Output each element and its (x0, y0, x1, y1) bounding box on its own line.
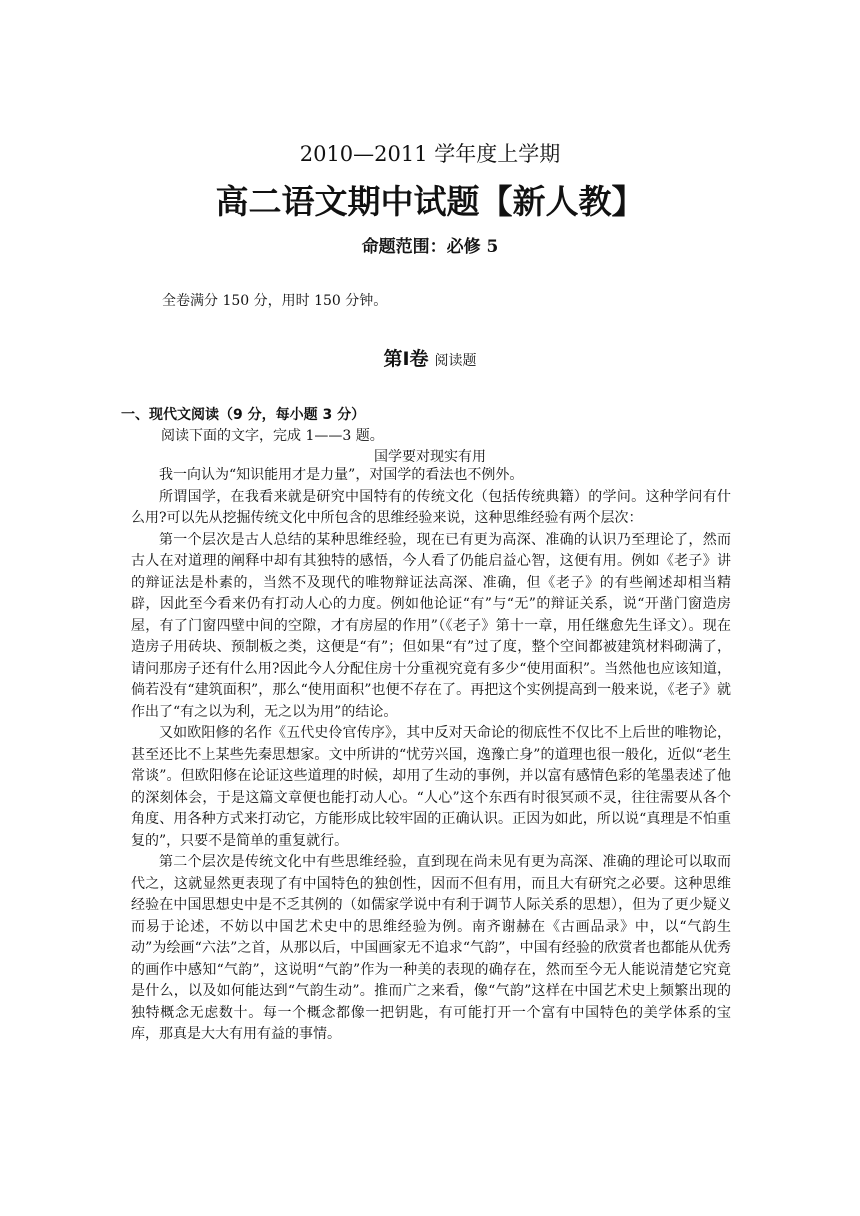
exam-title: 高二语文期中试题【新人教】 (215, 182, 645, 221)
academic-year-line: 2010—2011 学年度上学期 (299, 142, 561, 166)
section-instruction: 阅读下面的文字，完成 1——3 题。 (161, 428, 384, 444)
exam-note: 全卷满分 150 分，用时 150 分钟。 (162, 293, 388, 309)
volume-title: 第Ⅰ卷 (383, 348, 429, 370)
article-paragraph: 第二个层次是传统文化中有些思维经验，直到现在尚未见有更为高深、准确的理论可以取而代之，这就显然更表现了有中国特色的独创性，因而不但有用，而且大有研究之必要。这种思维经验在中国思想史中是不乏其例的（如儒家学说中有利于调节人际关系的思想），但为了更少疑义而易于论述，不妨以中国艺术史中的思维经验为例。南齐谢赫在《古画品录》中，以“气韵生动”为绘画“六法”之首，从那以后，中国画家无不追求“气韵”，中国有经验的欣赏者也都能从优秀的画作中感知“气韵”，这说明“气韵”作为一种美的表现的确存在，然而至今无人能说清楚它究竟是什么，以及如何能达到“气韵生动”。推而广之来看，像“气韵”这样在中国艺术史上频繁出现的独特概念无虑数十。每一个概念都像一把钥匙，有可能打开一个富有中国特色的美学体系的宝库，那真是大大有用有益的事情。 (131, 854, 731, 1042)
article-paragraph: 我一向认为“知识能用才是力量”，对国学的看法也不例外。 (159, 467, 524, 483)
volume-heading (0, 344, 860, 371)
article-paragraph: 第一个层次是古人总结的某种思维经验，现在已有更为高深、准确的认识乃至理论了，然而古人在对道理的阐释中却有其独特的感悟，今人看了仍能启益心智，这便有用。例如《老子》讲的辩证法是朴素的，当然不及现代的唯物辩证法高深、准确，但《老子》的有些阐述却相当精辟，因此至今看来仍有打动人心的力度。例如他论证“有”与“无”的辩证关系，说“开凿门窗造房屋，有了门窗四壁中间的空隙，才有房屋的作用”（《老子》第十一章，用任继愈先生译文）。现在造房子用砖块、预制板之类，这便是“有”；但如果“有”过了度，整个空间都被建筑材料砌满了，请问那房子还有什么用?因此今人分配住房十分重视究竟有多少“使用面积”。当然他也应该知道，倘若没有“建筑面积”，那么“使用面积”也便不存在了。再把这个实例提高到一般来说，《老子》就作出了“有之以为利，无之以为用”的结论。 (131, 531, 731, 720)
article-body (131, 465, 731, 1046)
section-heading: 一、现代文阅读（9 分，每小题 3 分） (121, 407, 366, 423)
article-paragraph: 所谓国学，在我看来就是研究中国特有的传统文化（包括传统典籍）的学问。这种学问有什么用?可以先从挖掘传统文化中所包含的思维经验来说，这种思维经验有两个层次： (131, 488, 731, 526)
article-title: 国学要对现实有用 (374, 449, 486, 465)
volume-subtitle: 阅读题 (434, 353, 477, 369)
article-paragraph: 又如欧阳修的名作《五代史伶官传序》，其中反对天命论的彻底性不仅比不上后世的唯物论，甚至还比不上某些先秦思想家。文中所讲的“忧劳兴国，逸豫亡身”的道理也很一般化，近似“老生常谈”。但欧阳修在论证这些道理的时候，却用了生动的事例，并以富有感情色彩的笔墨表述了他的深刻体会，于是这篇文章便也能打动人心。“人心”这个东西有时很冥顽不灵，往往需要从各个角度、用各种方式来打动它，方能形成比较牢固的正确认识。正因为如此，所以说“真理是不怕重复的”，只要不是简单的重复就行。 (131, 725, 731, 849)
exam-scope: 命题范围：必修 5 (361, 237, 499, 257)
